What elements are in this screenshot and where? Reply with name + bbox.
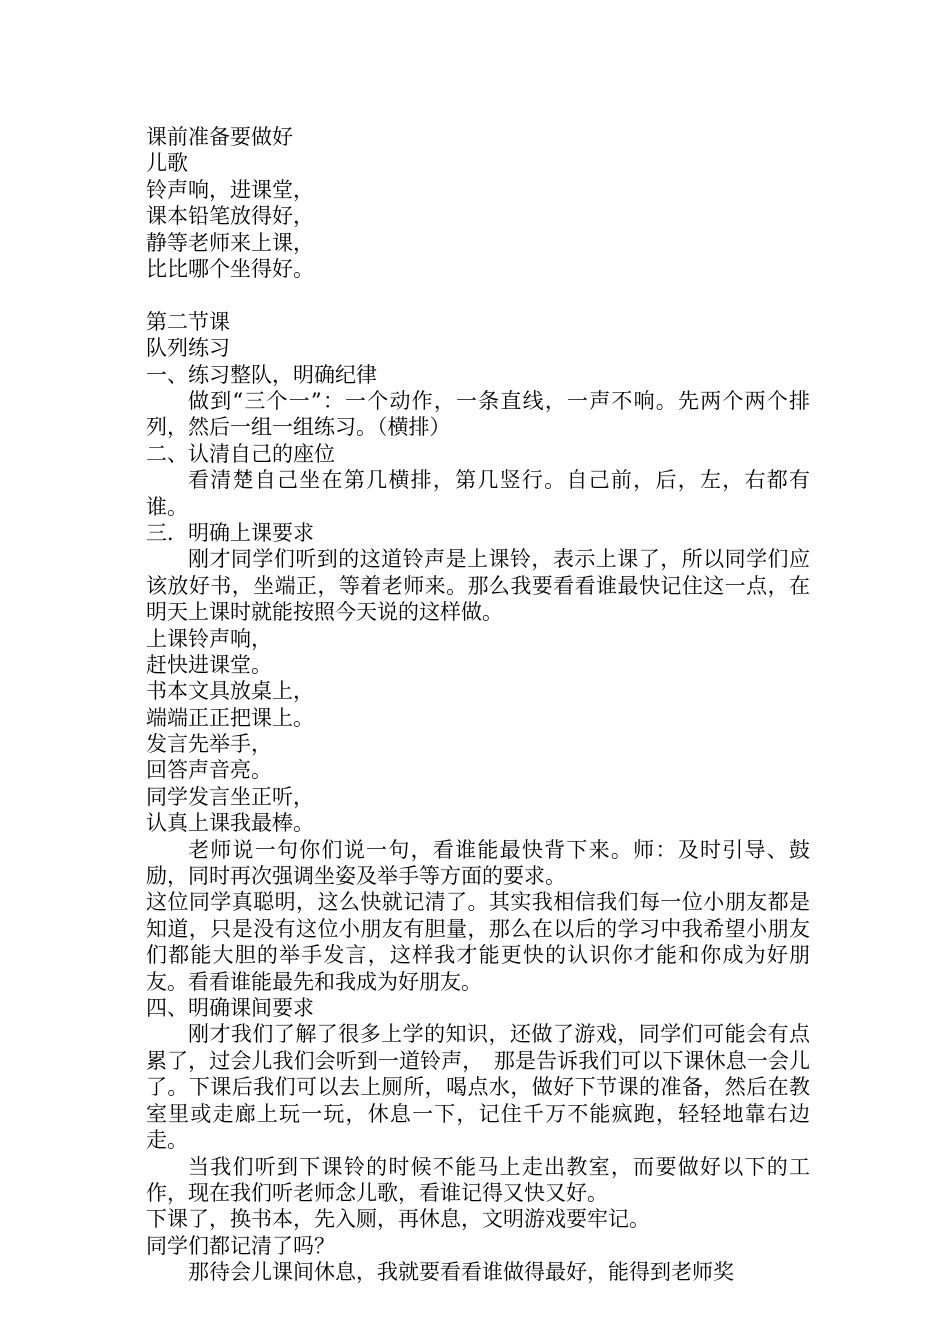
poem-line: 认真上课我最棒。 <box>146 811 314 836</box>
subheading-4: 四、明确课间要求 <box>146 996 314 1021</box>
poem-line: 静等老师来上课， <box>146 230 314 255</box>
poem-line: 发言先举手， <box>146 732 272 757</box>
poem-line: 课本铅笔放得好， <box>146 204 314 229</box>
blank-line <box>146 282 810 308</box>
paragraph-5: 这位同学真聪明，这么快就记清了。其实我相信我们每一位小朋友都是知道，只是没有这位小朋友有胆量，那么在以后的学习中我希望小朋友们都能大胆的举手发言，这样我才能更快的认识你才能和你成为好朋友。看看谁能最先和我成为好朋友。 <box>146 890 810 994</box>
paragraph-6: 刚才我们了解了很多上学的知识，还做了游戏，同学们可能会有点累了，过会儿我们会听到一道铃声， 那是告诉我们可以下课休息一会儿了。下课后我们可以去上厕所，喝点水，做好下节课的准备，然后在教室里或走廊上玩一玩，休息一下，记住千万不能疯跑，轻轻地靠右边走。 <box>146 1022 810 1153</box>
poem-line: 比比哪个坐得好。 <box>146 256 314 281</box>
paragraph-4: 老师说一句你们说一句，看谁能最快背下来。师：及时引导、鼓励，同时再次强调坐姿及举手等方面的要求。 <box>146 837 810 889</box>
text-line: 同学们都记清了吗？ <box>146 1233 335 1258</box>
paragraph-1: 做到“三个一”：一个动作，一条直线，一声不响。先两个两个排列，然后一组一组练习。（横排） <box>146 388 810 440</box>
paragraph-3: 刚才同学们听到的这道铃声是上课铃，表示上课了，所以同学们应该放好书，坐端正，等着老师来。那么我要看看谁最快记住这一点，在明天上课时就能按照今天说的这样做。 <box>146 547 810 625</box>
text-line: 下课了，换书本，先入厕，再休息，文明游戏要牢记。 <box>146 1207 650 1232</box>
poem-line: 端端正正把课上。 <box>146 705 314 730</box>
subheading-3: 三．明确上课要求 <box>146 520 314 545</box>
document-page <box>146 124 810 1286</box>
lesson-heading: 第二节课 <box>146 309 230 334</box>
poem-line: 同学发言坐正听， <box>146 784 314 809</box>
paragraph-7: 当我们听到下课铃的时候不能马上走出教室，而要做好以下的工作，现在我们听老师念儿歌，看谁记得又快又好。 <box>146 1154 810 1205</box>
subheading-1: 一、练习整队，明确纪律 <box>146 362 377 387</box>
poem-line: 回答声音亮。 <box>146 758 272 783</box>
poem-line: 铃声响，进课堂， <box>146 177 314 202</box>
nursery-rhyme-label: 儿歌 <box>146 151 188 176</box>
poem-line: 赶快进课堂。 <box>146 652 272 677</box>
topic-heading: 队列练习 <box>146 336 230 361</box>
subheading-2: 二、认清自己的座位 <box>146 441 335 466</box>
poem-line: 上课铃声响， <box>146 626 272 651</box>
section-title: 课前准备要做好 <box>146 125 293 149</box>
paragraph-10: 那待会儿课间休息，我就要看看谁做得最好，能得到老师奖 <box>188 1260 734 1285</box>
paragraph-2: 看清楚自己坐在第几横排，第几竖行。自己前，后，左，右都有谁。 <box>146 468 810 519</box>
poem-line: 书本文具放桌上， <box>146 679 314 704</box>
